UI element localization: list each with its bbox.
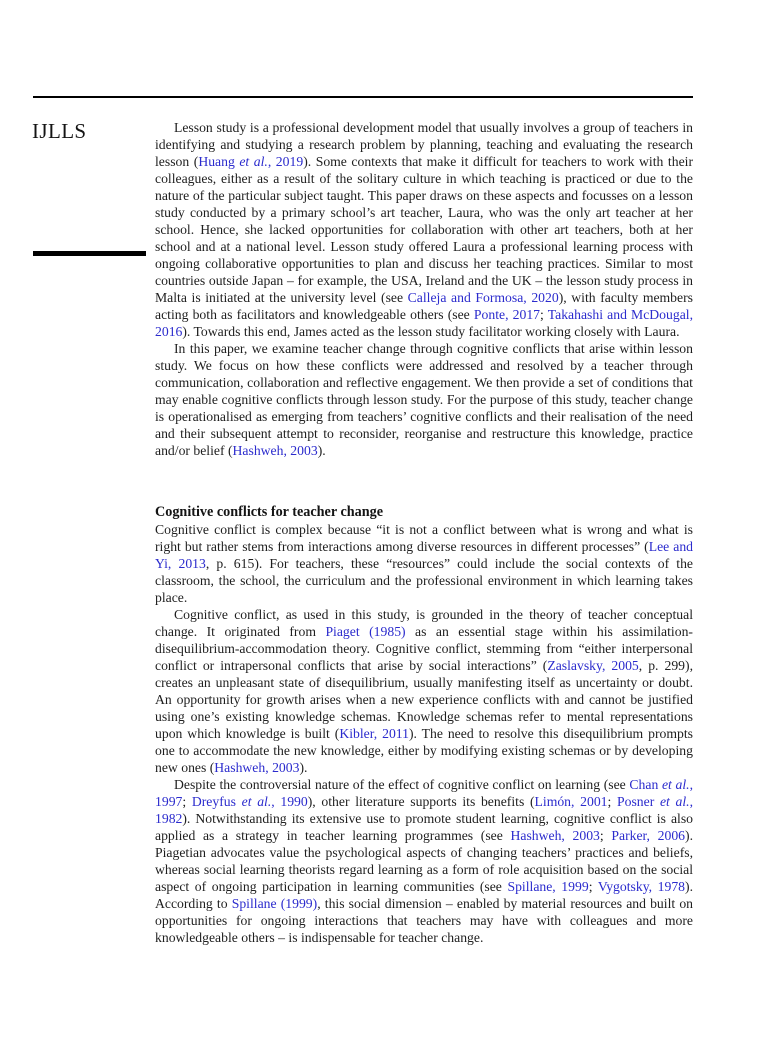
citation-link[interactable]: , 1982 (155, 794, 694, 826)
citation-link[interactable]: Lee and Yi, 2013 (155, 539, 694, 571)
margin-divider-rule (33, 251, 146, 256)
citation-link[interactable]: , 1990 (271, 794, 308, 809)
citation-link[interactable]: Spillane, 1999 (507, 879, 589, 894)
text-run: ), other literature supports its benefits ( (307, 794, 535, 809)
text-run: ). Some contexts that make it difficult for teachers to work with their colleagues, either as a result of the solitary culture in which teaching is practiced or due to the nature of the particular subject taught. This paper draws on these aspects and focusses on a lesson study conducted by a primary school’s art teacher, Laura, who was the only art teacher at her school. Hence, she lacked opportunities for collaboration with other art teachers, both at her school and at a national level. Lesson study offered Laura a professional learning process with ongoing collaborative opportunities to plan and discuss her teaching practices. Similar to most countries outside Japan – for example, the USA, Ireland and the UK – the lesson study process in Malta is initiated at the university level (see (155, 154, 694, 305)
text-run: Cognitive conflict is complex because “it is not a conflict between what is wrong and what is right but rather stems from interactions among diverse resources in different processes” ( (155, 522, 693, 554)
text-run: ). According to (155, 879, 694, 911)
text-run: , p. 615). For teachers, these “resources” could include the social contexts of the classroom, the school, the curriculum and the professional environment in which learning takes place. (155, 556, 693, 605)
text-run: ). Piagetian advocates value the psychological aspects of changing teachers’ practices and beliefs, whereas social learning theorists regard learning as a form of role acquisition based on the social aspect of ongoing participation in learning communities (see (155, 828, 693, 894)
text-run: ). Towards this end, James acted as the lesson study facilitator working closely with Laura. (182, 324, 680, 339)
citation-link[interactable]: et al. (661, 777, 690, 792)
citation-link[interactable]: Calleja and Formosa, 2020 (407, 290, 559, 305)
text-run: ; (182, 794, 192, 809)
text-run: as an essential stage within his assimilation-disequilibrium-accommodation theory. Cognitive conflict, stemming from “either interpersonal conflict or intrapersonal conflicts that arise by social interactions” ( (155, 624, 693, 673)
paragraph-conflict-theory (155, 606, 693, 776)
text-run: Lesson study is a professional development model that usually involves a group of teachers in identifying and studying a research problem by planning, teaching and evaluating the research lesson ( (155, 120, 693, 169)
citation-link[interactable]: Limón, 2001 (534, 794, 608, 809)
citation-link[interactable]: Ponte, 2017 (473, 307, 541, 322)
text-run: ). (299, 760, 308, 775)
text-run: ; (599, 828, 612, 843)
journal-title: IJLLS (32, 119, 87, 143)
citation-link[interactable]: , 2019 (267, 154, 304, 169)
citation-link[interactable]: Huang (198, 154, 240, 169)
citation-link[interactable]: Hashweh, 2003 (232, 443, 318, 458)
text-run: ). (317, 443, 326, 458)
text-run: , p. 299), creates an unpleasant state of disequilibrium, usually manifesting itself as uncertainty or doubt. An opportunity for growth arises when a new experience conflicts with and cannot be justified using one’s existing knowledge schemas. Knowledge schemas refer to mental representations upon which knowledge is built ( (155, 658, 694, 741)
citation-link[interactable]: Hashweh, 2003 (214, 760, 300, 775)
text-run: Despite the controversial nature of the effect of cognitive conflict on learning (see (174, 777, 630, 792)
citation-link[interactable]: Vygotsky, 1978 (597, 879, 686, 894)
citation-link[interactable]: Piaget (1985) (325, 624, 406, 639)
text-run: ), with faculty members acting both as facilitators and knowledgeable others (see (155, 290, 693, 322)
section-heading-cognitive-conflicts: Cognitive conflicts for teacher change (155, 504, 384, 520)
citation-link[interactable]: Takahashi and McDougal, 2016 (155, 307, 694, 339)
text-run: ; (540, 307, 548, 322)
citation-link[interactable]: et al. (239, 154, 268, 169)
citation-link[interactable]: Posner (617, 794, 660, 809)
text-run: ; (588, 879, 598, 894)
citation-link[interactable]: et al. (241, 794, 272, 809)
paragraph-cognitive-conflict-complex (155, 521, 693, 606)
citation-link[interactable]: Parker, 2006 (611, 828, 686, 843)
text-run: ). The need to resolve this disequilibrium prompts one to accommodate the new knowledge, either by modifying existing schemas or by developing new ones ( (155, 726, 693, 775)
citation-link[interactable]: Spillane (1999) (231, 896, 318, 911)
text-run: ). Notwithstanding its extensive use to promote student learning, cognitive conflict is also applied as a strategy in teacher learning programmes (see (155, 811, 693, 843)
header-rule (33, 96, 693, 98)
text-run: , this social dimension – enabled by material resources and built on opportunities for ongoing interactions that teachers may have with colleagues and more knowledgeable others – is indispensable for teacher change. (155, 896, 694, 945)
paragraph-paper-overview (155, 340, 693, 459)
citation-link[interactable]: , 1997 (155, 777, 693, 809)
citation-link[interactable]: Kibler, 2011 (339, 726, 409, 741)
citation-link[interactable]: et al. (659, 794, 690, 809)
paragraph-intro-lesson-study (155, 119, 693, 340)
text-run: Cognitive conflict, as used in this study, is grounded in the theory of teacher conceptual change. It originated from (155, 607, 693, 639)
citation-link[interactable]: Chan (629, 777, 662, 792)
article-body (155, 119, 693, 946)
citation-link[interactable]: Hashweh, 2003 (510, 828, 600, 843)
text-run: In this paper, we examine teacher change through cognitive conflicts that arise within lesson study. We focus on how these conflicts were addressed and resolved by a teacher through communication, collaboration and reflective engagement. We then provide a set of conditions that may enable cognitive conflicts through lesson study. For the purpose of this study, teacher change is operationalised as emerging from teachers’ cognitive conflicts and their realisation of the need and their subsequent attempt to reconsider, reorganise and restructure this knowledge, practice and/or belief ( (155, 341, 693, 458)
citation-link[interactable]: Zaslavsky, 2005 (547, 658, 639, 673)
paragraph-literature-support (155, 776, 693, 946)
text-run: ; (607, 794, 617, 809)
citation-link[interactable]: Dreyfus (191, 794, 242, 809)
